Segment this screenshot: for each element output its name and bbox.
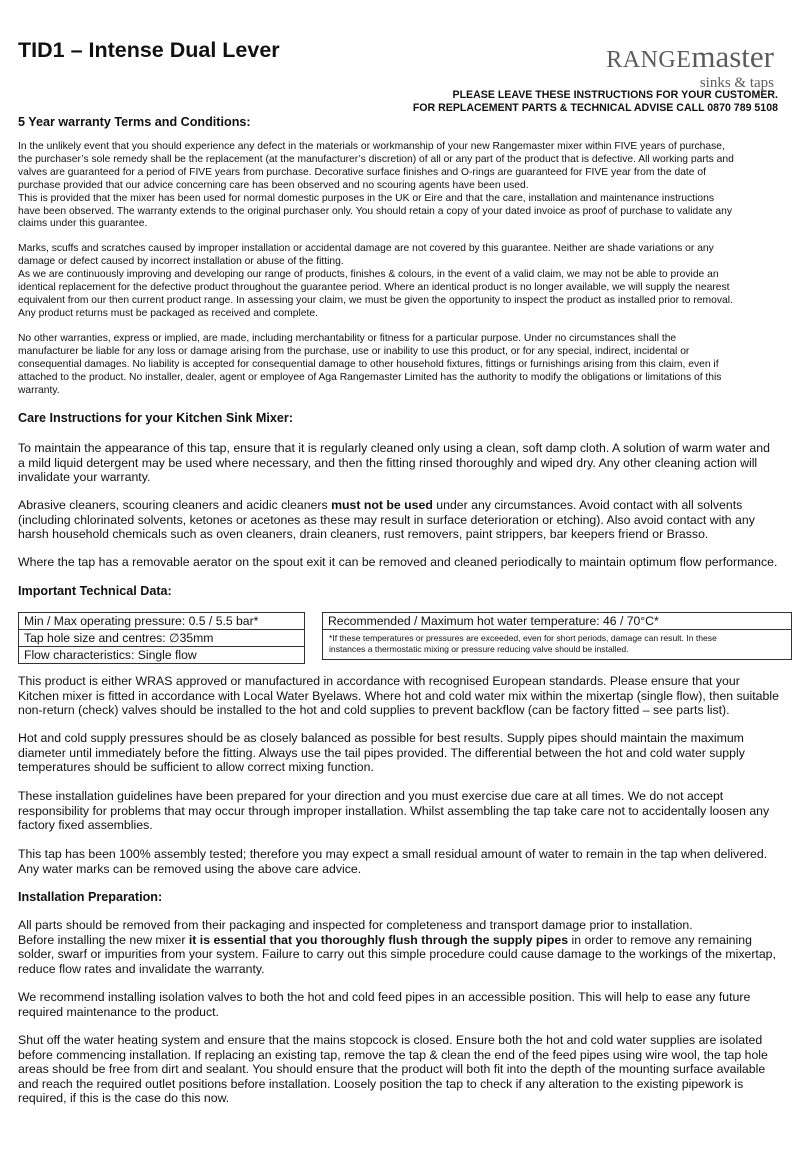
text-line: In the unlikely event that you should experience any defect in the materials or workmanship of your new Rangemaster mixer within FIVE years of purchase,: [18, 141, 725, 152]
text-line: Kitchen mixer is fitted in accordance with Local Water Byelaws. Where hot and cold water mix within the mixertap (single flow), then suitable: [18, 688, 779, 703]
text-line: damage or defect caused by incorrect installation or abuse of the fitting.: [18, 255, 344, 267]
temperature-row: Recommended / Maximum hot water temperature: 46 / 70°C*: [323, 613, 791, 630]
text-line: No other warranties, express or implied, are made, including merchantability or fitness for a particular purpose. Under no circumstances shall the: [18, 333, 677, 344]
technical-paragraph-4: [18, 847, 790, 876]
text-line: reduce flow rates and invalidate the warranty.: [18, 961, 265, 976]
footnote: [323, 630, 791, 655]
text-line: We recommend installing isolation valves to both the hot and cold feed pipes in an accessible position. This will help to ease any future: [18, 990, 751, 1004]
installation-heading: Installation Preparation:: [18, 890, 163, 904]
text-line: invalidate your warranty.: [18, 470, 151, 484]
text-line: identical replacement for the defective product throughout the guarantee period. Where an identical product is no longer available, we will supply the nearest: [18, 281, 730, 293]
installation-paragraph-3: [18, 1033, 790, 1106]
text-line: temperatures should be sufficient to allow correct mixing function.: [18, 760, 374, 774]
text-line: This product is either WRAS approved or manufactured in accordance with recognised European standards. Please ensure that your: [18, 674, 740, 688]
text-line: before commencing installation. If replacing an existing tap, remove the tap & clean the end of the feed pipes using wire wool, the tap hole: [18, 1047, 768, 1062]
care-paragraph-1: [18, 441, 790, 485]
text-line: manufacturer be liable for any loss or damage arising from the purchase, use or inability to use this product, or for any special, indirect, incidental or: [18, 345, 690, 357]
rangemaster-logo: [606, 39, 774, 91]
text-line: areas should be free from dirt and sealant. You should ensure that the product will both fit into the depth of the mounting surface available: [18, 1062, 766, 1076]
text-line: All parts should be removed from their packaging and inspected for completeness and transport damage prior to installation.: [18, 918, 693, 932]
text-line: This is provided that the mixer has been used for normal domestic purposes in the UK or Eire and that the care, installation and maintenance instructions: [18, 192, 714, 204]
page-title: TID1 – Intense Dual Lever: [18, 38, 280, 62]
text-run: Before installing the new mixer: [18, 932, 189, 947]
text-line: consequential damages. No liability is accepted for consequential damage to other household fixtures, fittings or furnishings arising from this claim, even if: [18, 358, 719, 370]
warranty-paragraph-2: [18, 243, 792, 320]
text-line: These installation guidelines have been prepared for your direction and you must exercise due care at all times. We do not accept: [18, 789, 724, 803]
text-run: under any circumstances. Avoid contact with all solvents: [432, 498, 743, 512]
logo-brand-lower: master: [691, 39, 774, 74]
text-run: in order to remove any remaining: [568, 932, 752, 947]
installation-paragraph-2: [18, 990, 790, 1019]
text-line: non-return (check) valves should be installed to the hot and cold supplies to prevent backflow (can be factory fitted – see parts list).: [18, 703, 730, 717]
technical-paragraph-2: [18, 731, 790, 775]
text-line: Hot and cold supply pressures should be as closely balanced as possible for best results. Supply pipes should maintain the maximum: [18, 731, 744, 745]
logo-brand-caps: RANGE: [606, 47, 692, 73]
care-heading: Care Instructions for your Kitchen Sink Mixer:: [18, 411, 294, 425]
text-line: To maintain the appearance of this tap, ensure that it is regularly cleaned only using a clean, soft damp cloth. A solution of warm water and: [18, 441, 770, 455]
text-line: [18, 498, 790, 513]
text-line: warranty.: [18, 384, 60, 396]
warranty-paragraph-3: [18, 333, 792, 398]
text-line: valves are guaranteed for a period of FIVE years from purchase. Decorative surface finishes and O-rings are guaranteed for FIVE year from the date of: [18, 166, 706, 178]
notice-line: PLEASE LEAVE THESE INSTRUCTIONS FOR YOUR CUSTOMER.: [452, 89, 778, 101]
technical-heading: Important Technical Data:: [18, 584, 172, 598]
text-line: solder, swarf or impurities from your system. Failure to carry out this simple procedure could cause damage to the workings of the mixertap,: [18, 947, 776, 961]
bold-warning: must not be used: [331, 498, 433, 512]
warranty-heading: 5 Year warranty Terms and Conditions:: [18, 115, 251, 129]
text-line: *If these temperatures or pressures are exceeded, even for short periods, damage can result. In these: [329, 633, 717, 643]
text-run: Abrasive cleaners, scouring cleaners and acidic cleaners: [18, 498, 332, 512]
care-paragraph-2: [18, 498, 790, 542]
text-line: Any product returns must be packaged as received and complete.: [18, 307, 318, 319]
logo-wordmark: [606, 39, 774, 75]
text-line: Any water marks can be removed using the above care advice.: [18, 861, 362, 876]
text-line: This tap has been 100% assembly tested; therefore you may expect a small residual amount of water to remain in the tap when delivered.: [18, 847, 768, 861]
text-line: and reach the required outlet positions before installation. Loosely position the tap to check if any alteration to the existing pipework is: [18, 1076, 744, 1091]
table-row: Flow characteristics: Single flow: [24, 648, 197, 662]
text-line: diameter until immediately before the fitting. Always use the tail pipes provided. The differential between the hot and cold water supply: [18, 745, 745, 760]
table-row: Min / Max operating pressure: 0.5 / 5.5 bar*: [19, 613, 304, 630]
table-row: Tap hole size and centres: ∅35mm: [19, 630, 304, 647]
text-line: the purchaser’s sole remedy shall be the replacement (at the manufacturer’s discretion) of all or any part of the product that is defective. All working parts and: [18, 153, 734, 165]
text-line: harsh household chemicals such as oven cleaners, drain cleaners, rust removers, paint strippers, bar keepers friend or Brasso.: [18, 527, 709, 541]
text-line: Marks, scuffs and scratches caused by improper installation or accidental damage are not covered by this guarantee. Neither are shade variations or any: [18, 243, 714, 254]
text-line: instances a thermostatic mixing or pressure reducing valve should be installed.: [329, 644, 629, 654]
text-line: required maintenance to the product.: [18, 1004, 219, 1019]
installation-paragraph-1: [18, 918, 790, 976]
text-line: have been observed. The warranty extends to the original purchaser only. You should retain a copy of your dated invoice as proof of purchase to validate any: [18, 205, 732, 217]
technical-data-table: [18, 612, 305, 664]
customer-notice: [413, 89, 778, 115]
temperature-box: [322, 612, 792, 660]
logo-tagline: sinks & taps: [699, 75, 774, 91]
text-line: As we are continuously improving and developing our range of products, finishes & colours, in the event of a valid claim, we may not be able to provide an: [18, 268, 719, 280]
text-line: (including chlorinated solvents, ketones or acetones as these may result in surface deterioration or etching). Also avoid contact with any: [18, 512, 755, 527]
warranty-paragraph-1: [18, 141, 792, 231]
technical-paragraph-3: [18, 789, 790, 833]
text-line: responsibility for problems that may occur through improper installation. Whilst assembling the tap take care not to accidentally loosen any: [18, 803, 770, 818]
notice-line: FOR REPLACEMENT PARTS & TECHNICAL ADVISE CALL 0870 789 5108: [412, 102, 778, 114]
text-line: Shut off the water heating system and ensure that the mains stopcock is closed. Ensure both the hot and cold water supplies are isolated: [18, 1033, 763, 1047]
text-line: [18, 933, 790, 948]
text-line: factory fixed assemblies.: [18, 818, 153, 832]
bold-warning: it is essential that you thoroughly flush through the supply pipes: [188, 932, 569, 947]
text-line: required, if this is the case do this now.: [18, 1091, 230, 1105]
text-line: claims under this guarantee.: [18, 218, 148, 230]
technical-paragraph-1: [18, 674, 790, 718]
care-paragraph-3: [18, 555, 790, 570]
text-line: equivalent from our then current product range. In assessing your claim, we must be given the opportunity to inspect the product as installed prior to removal.: [18, 294, 733, 306]
text-line: Where the tap has a removable aerator on the spout exit it can be removed and cleaned periodically to maintain optimum flow performance.: [18, 555, 778, 569]
text-line: a mild liquid detergent may be used where necessary, and then the fitting rinsed thoroughly and wiped dry. Any other cleaning action will: [18, 455, 758, 470]
text-line: purchase provided that our advice concerning care has been observed and no scouring agents have been used.: [18, 179, 529, 191]
text-line: attached to the product. No installer, dealer, agent or employee of Aga Rangemaster Limited has the authority to modify the obligations or limitations of this: [18, 371, 722, 383]
